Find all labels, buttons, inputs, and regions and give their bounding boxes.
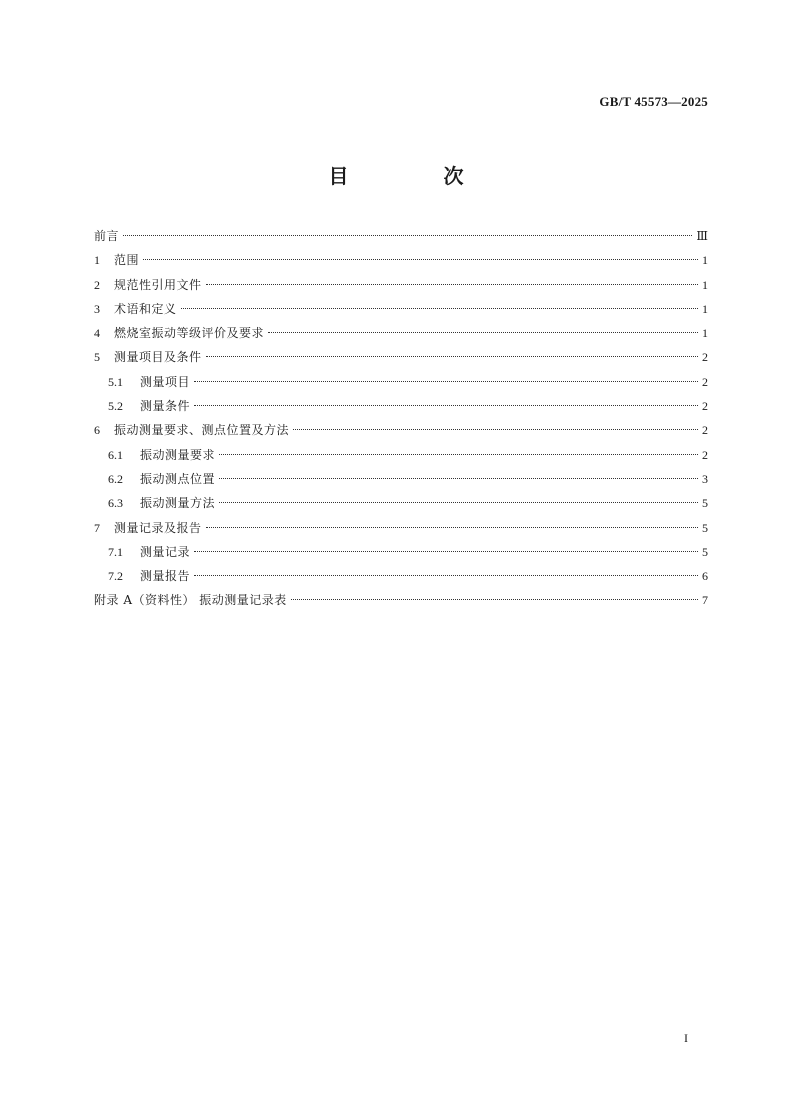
toc-entry-number: 5 xyxy=(94,350,100,365)
toc-entry-page: 1 xyxy=(702,301,708,316)
toc-entry[interactable] xyxy=(94,592,708,616)
toc-entry-page: 7 xyxy=(702,593,708,608)
toc-entry-page: Ⅲ xyxy=(696,229,708,243)
page-title: 目 次 xyxy=(328,164,508,188)
toc-entry-number: 4 xyxy=(94,326,100,341)
toc-entry[interactable] xyxy=(94,544,708,568)
toc-leader-dots xyxy=(194,405,698,406)
toc-entry-title: 前言 xyxy=(94,229,120,243)
toc-leader-dots xyxy=(123,235,692,236)
toc-entry-page: 2 xyxy=(702,374,708,389)
toc-entry-number: 5.2 xyxy=(108,399,123,414)
toc-leader-dots xyxy=(268,332,698,333)
toc-entry-title: 范围 xyxy=(114,253,140,268)
toc-leader-dots xyxy=(194,575,698,576)
toc-leader-dots xyxy=(291,599,698,600)
toc-entry[interactable] xyxy=(94,422,708,446)
toc-entry-title: 测量项目 xyxy=(140,374,191,389)
toc-leader-dots xyxy=(143,259,698,260)
page-number: I xyxy=(684,1031,688,1045)
toc-entry-number: 7.2 xyxy=(108,569,123,584)
toc-leader-dots xyxy=(219,478,698,479)
toc-entry[interactable] xyxy=(94,277,708,301)
toc-entry-number: 6 xyxy=(94,423,100,438)
toc-entry-page: 2 xyxy=(702,423,708,438)
toc-entry[interactable] xyxy=(94,495,708,519)
toc-entry[interactable] xyxy=(94,252,708,276)
toc-leader-dots xyxy=(181,308,698,309)
toc-entry-title: 规范性引用文件 xyxy=(114,277,202,292)
toc-entry[interactable] xyxy=(94,374,708,398)
toc-entry-number: 1 xyxy=(94,253,100,268)
toc-entry-title: 振动测点位置 xyxy=(140,471,216,486)
toc-entry-title: 测量记录 xyxy=(140,544,191,559)
toc-entry-page: 3 xyxy=(702,471,708,486)
toc-entry[interactable] xyxy=(94,447,708,471)
toc-entry-number: 3 xyxy=(94,301,100,316)
toc-leader-dots xyxy=(219,502,698,503)
toc-entry[interactable] xyxy=(94,301,708,325)
toc-entry-title: 测量报告 xyxy=(140,569,191,584)
toc-entry-number: 6.2 xyxy=(108,471,123,486)
toc-entry[interactable] xyxy=(94,471,708,495)
toc-entry-number: 6.3 xyxy=(108,496,123,511)
toc-entry-title: 测量记录及报告 xyxy=(114,520,202,535)
toc-leader-dots xyxy=(206,284,698,285)
toc-entry-title: 测量项目及条件 xyxy=(114,350,202,365)
toc-leader-dots xyxy=(194,551,698,552)
table-of-contents xyxy=(94,228,708,617)
toc-entry-page: 5 xyxy=(702,496,708,511)
toc-entry[interactable] xyxy=(94,349,708,373)
toc-entry-title: 振动测量要求 xyxy=(140,447,216,462)
toc-entry-number: 5.1 xyxy=(108,374,123,389)
toc-leader-dots xyxy=(293,429,698,430)
toc-entry[interactable] xyxy=(94,325,708,349)
standard-number: GB/T 45573—2025 xyxy=(599,94,708,109)
toc-entry-page: 1 xyxy=(702,326,708,341)
toc-entry-title: 附录 A（资料性） 振动测量记录表 xyxy=(94,593,287,608)
toc-entry-number: 2 xyxy=(94,277,100,292)
toc-entry-title: 振动测量方法 xyxy=(140,496,216,511)
toc-entry-page: 5 xyxy=(702,544,708,559)
toc-entry-title: 测量条件 xyxy=(140,399,191,414)
toc-leader-dots xyxy=(194,381,698,382)
toc-entry-page: 2 xyxy=(702,447,708,462)
toc-entry-page: 2 xyxy=(702,399,708,414)
toc-entry-number: 7 xyxy=(94,520,100,535)
toc-entry[interactable] xyxy=(94,228,708,252)
toc-entry-page: 6 xyxy=(702,569,708,584)
toc-entry[interactable] xyxy=(94,568,708,592)
toc-entry-title: 燃烧室振动等级评价及要求 xyxy=(114,326,265,341)
toc-entry-number: 6.1 xyxy=(108,447,123,462)
toc-entry-title: 术语和定义 xyxy=(114,301,177,316)
toc-entry-page: 1 xyxy=(702,277,708,292)
toc-leader-dots xyxy=(206,356,698,357)
toc-entry[interactable] xyxy=(94,520,708,544)
toc-leader-dots xyxy=(206,527,698,528)
toc-entry[interactable] xyxy=(94,398,708,422)
toc-entry-title: 振动测量要求、测点位置及方法 xyxy=(114,423,290,438)
toc-entry-page: 1 xyxy=(702,253,708,268)
toc-entry-page: 5 xyxy=(702,520,708,535)
toc-entry-number: 7.1 xyxy=(108,544,123,559)
toc-leader-dots xyxy=(219,454,698,455)
toc-entry-page: 2 xyxy=(702,350,708,365)
